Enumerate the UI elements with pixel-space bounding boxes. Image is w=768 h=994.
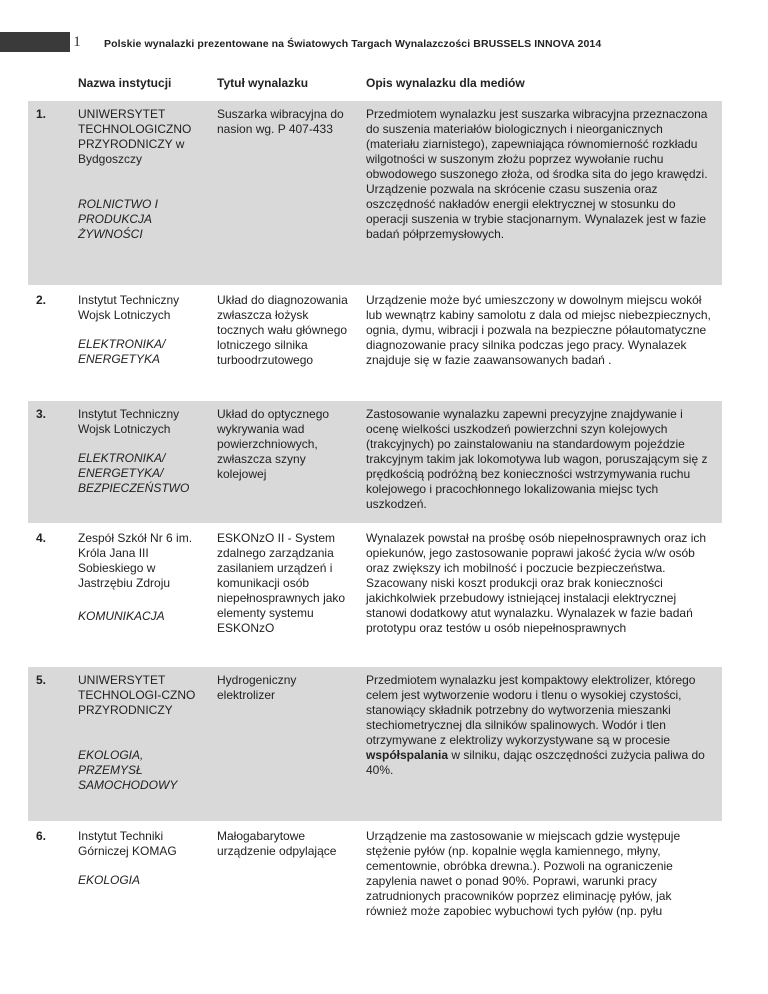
header-cell-institution: Nazwa instytucji (78, 76, 172, 90)
header-cell-number (28, 68, 70, 100)
inventions-table (28, 68, 722, 942)
table-row (28, 524, 722, 666)
institution-cell (70, 666, 209, 822)
table-header-row (28, 68, 722, 100)
row-number: 3. (28, 400, 70, 524)
institution-name: Instytut Techniczny Wojsk Lotniczych (78, 293, 180, 322)
institution-cell (70, 400, 209, 524)
row-number: 6. (28, 822, 70, 942)
institution-cell (70, 100, 209, 286)
page-number-bar (0, 32, 78, 52)
institution-cell (70, 822, 209, 942)
table-row (28, 286, 722, 400)
institution-name: Zespół Szkół Nr 6 im. Króla Jana III Sobieskiego w Jastrzębiu Zdroju (78, 531, 193, 590)
title-cell: Układ do diagnozowania zwłaszcza łożysk tocznych wału głównego lotniczego silnika turboodrzutowego (209, 286, 358, 400)
description-cell: Zastosowanie wynalazku zapewni precyzyjne znajdywanie i ocenę wielkości uszkodzeń powierzchni szyn kolejowych (trakcyjnych) po zainstalowaniu na standardowym pojeździe trakcyjnym takim jak lokomotywa lub wagon, poruszającym się z prędkością podróżną bez konieczności wstrzymywania ruchu kolejowego i pracochłonnego lokalizowania miejsc tych uszkodzeń. (358, 400, 722, 524)
title-cell: Małogabarytowe urządzenie odpylające (209, 822, 358, 942)
description-cell: Wynalazek powstał na prośbę osób niepełnosprawnych oraz ich opiekunów, jego zastosowanie poprawi jakość życia w/w osób oraz zwiększy ich mobilność i poczucie bezpieczeństwa. Szacowany niski koszt produkcji oraz brak konieczności jakichkolwiek przebudowy istniejącej instalacji elektrycznej stanowi dodatkowy atut wynalazku. Wynalazek w fazie badań prototypu oraz testów u osób niepełnosprawnych (358, 524, 722, 666)
institution-name: UNIWERSYTET TECHNOLOGI-CZNO PRZYRODNICZY (78, 673, 196, 717)
description-cell: Urządzenie ma zastosowanie w miejscach gdzie występuje stężenie pyłów (np. kopalnie węgla kamiennego, młyny, cementownie, obróbka drewna.). Pozwoli na ograniczenie zapylenia nawet o ponad 90%. Poprawi, warunki pracy zatrudnionych pracowników poprzez eliminację pyłów, jak również może zapobiec wybuchowi tych pyłów (np. pyłu (358, 822, 722, 942)
description-cell (358, 666, 722, 822)
table-row (28, 666, 722, 822)
category-label: ELEKTRONIKA/ ENERGETYKA (78, 337, 166, 366)
institution-cell (70, 524, 209, 666)
title-cell: Suszarka wibracyjna do nasion wg. P 407-433 (209, 100, 358, 286)
title-cell: ESKONzO II - System zdalnego zarządzania zasilaniem urządzeń i komunikacji osób niepełnosprawnych jako elementy systemu ESKONzO (209, 524, 358, 666)
row-number: 1. (28, 100, 70, 286)
institution-name: UNIWERSYTET TECHNOLOGICZNO PRZYRODNICZY w Bydgoszczy (78, 107, 192, 166)
description-text-after: w silniku, dając oszczędności zużycia paliwa do 40%. (366, 748, 705, 777)
page-number: 1 (70, 32, 84, 52)
category-label: EKOLOGIA (78, 873, 141, 887)
table-row (28, 100, 722, 286)
institution-cell (70, 286, 209, 400)
description-cell: Przedmiotem wynalazku jest suszarka wibracyjna przeznaczona do suszenia materiałów biologicznych i nieorganicznych (materiału ziarnistego), zapewniająca równomierność rozkładu wilgotności w suszonym złożu poprzez wywołanie ruchu obwodowego suszonego złoża, od środka sita do jego krawędzi. Urządzenie pozwala na skrócenie czasu suszenia oraz oszczędność nakładów energii elektrycznej w stosunku do operacji suszenia w trybie stacjonarnym. Wynalazek jest w fazie badań półprzemysłowych. (358, 100, 722, 286)
page-title: Polskie wynalazki prezentowane na Światowych Targach Wynalazczości BRUSSELS INNOVA 2014 (104, 38, 602, 50)
category-label: ELEKTRONIKA/ ENERGETYKA/ BEZPIECZEŃSTWO (78, 451, 190, 495)
description-cell: Urządzenie może być umieszczony w dowolnym miejscu wokół lub wewnątrz kabiny samolotu z dala od miejsc niebezpiecznych, ognia, dymu, wibracji i pozwala na bezpieczne półautomatyczne diagnozowanie pracy silnika podczas jego pracy. Wynalazek znajduje się w fazie zaawansowanych badań . (358, 286, 722, 400)
table-row (28, 822, 722, 942)
header-cell-title: Tytuł wynalazku (217, 76, 309, 90)
institution-name: Instytut Techniczny Wojsk Lotniczych (78, 407, 180, 436)
table-row (28, 400, 722, 524)
row-number: 4. (28, 524, 70, 666)
institution-name: Instytut Techniki Górniczej KOMAG (78, 829, 177, 858)
title-cell: Układ do optycznego wykrywania wad powierzchniowych, zwłaszcza szyny kolejowej (209, 400, 358, 524)
header-cell-description: Opis wynalazku dla mediów (366, 76, 525, 90)
description-text-before: Przedmiotem wynalazku jest kompaktowy elektrolizer, którego celem jest wytworzenie wodoru i tlenu o wysokiej czystości, stanowiący składnik potrzebny do wytworzenia mieszanki stechiometrycznej dla silników spalinowych. Wodór i tlen otrzymywane z elektrolizy wykorzystywane są w procesie (366, 673, 696, 747)
title-cell: Hydrogeniczny elektrolizer (209, 666, 358, 822)
row-number: 5. (28, 666, 70, 822)
category-label: KOMUNIKACJA (78, 609, 165, 623)
category-label: EKOLOGIA, PRZEMYSŁ SAMOCHODOWY (78, 748, 178, 792)
row-number: 2. (28, 286, 70, 400)
category-label: ROLNICTWO I PRODUKCJA ŻYWNOŚCI (78, 197, 158, 241)
description-bold-term: współspalania (366, 748, 449, 762)
